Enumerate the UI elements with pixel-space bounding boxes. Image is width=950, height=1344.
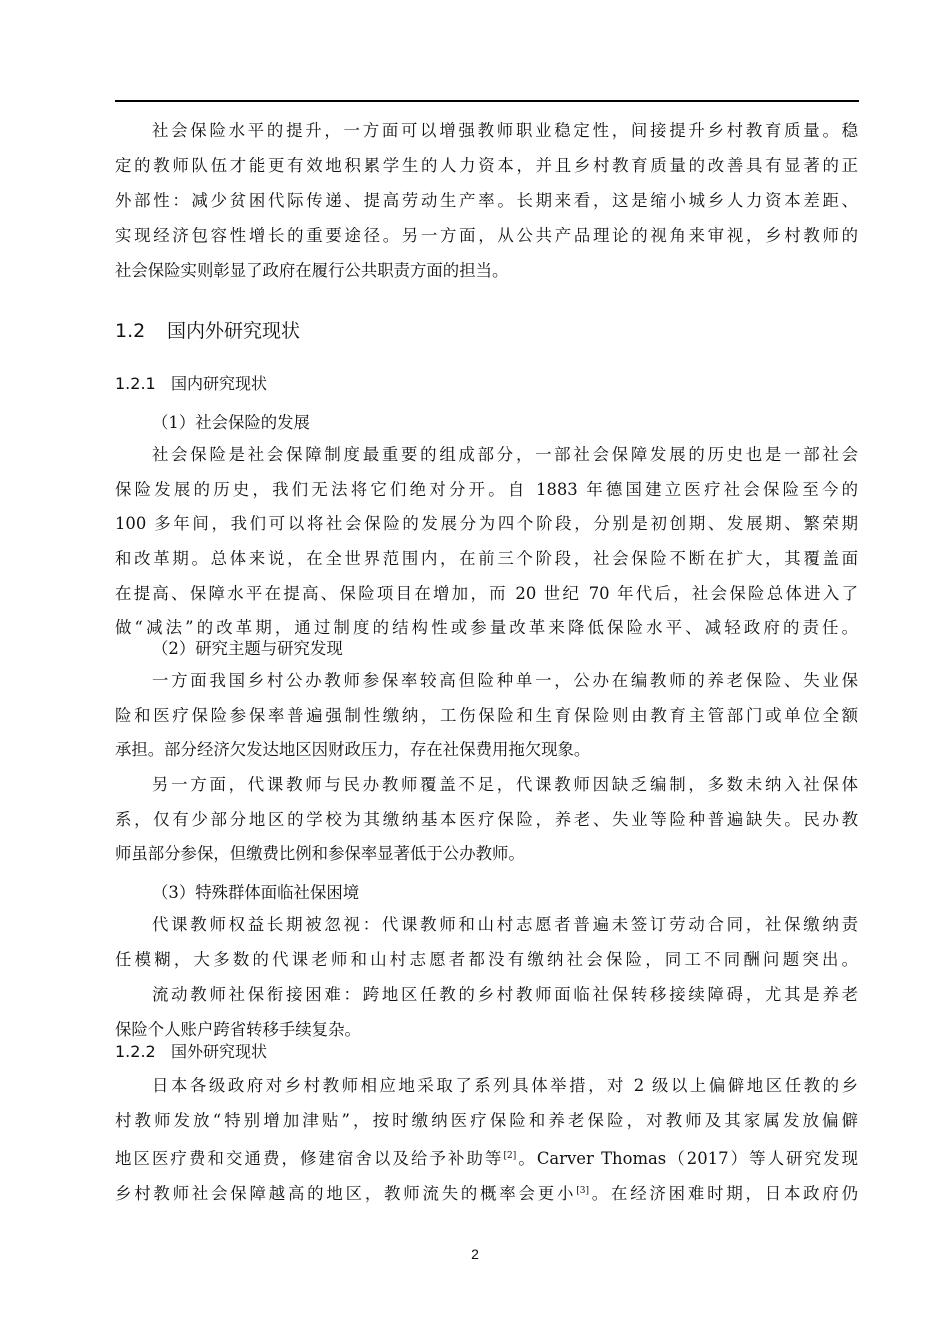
text-span: 。在经济困难时期，日本政府仍	[588, 1184, 859, 1203]
text-line: 和改革期。总体来说，在全世界范围内，在前三个阶段，社会保险不断在扩大，其覆盖面	[115, 549, 858, 568]
text-line: 保险个人账户跨省转移手续复杂。	[115, 1020, 361, 1039]
text-line: 系，仅有少部分地区的学校为其缴纳基本医疗保险，养老、失业等险种普遍缺失。民办教	[115, 810, 858, 829]
subheading: （2）研究主题与研究发现	[152, 639, 343, 658]
text-line: 师虽部分参保，但缴费比例和参保率显著低于公办教师。	[115, 844, 525, 863]
text-line: 定的教师队伍才能更有效地积累学生的人力资本，并且乡村教育质量的改善具有显著的正	[115, 156, 858, 175]
section-heading-1-2-2	[115, 1039, 267, 1062]
heading-number: 1.2.1	[115, 374, 156, 393]
text-line: 村教师发放“特别增加津贴”，按时缴纳医疗保险和养老保险，对教师及其家属发放偏僻	[115, 1111, 858, 1130]
section-heading-1-2-1	[115, 371, 267, 394]
citation-ref-2[interactable]: [2]	[503, 1151, 517, 1161]
text-line: 代课教师权益长期被忽视：代课教师和山村志愿者普遍未签订劳动合同，社保缴纳责	[152, 915, 858, 934]
text-line: 实现经济包容性增长的重要途径。另一方面，从公共产品理论的视角来审视，乡村教师的	[115, 226, 858, 245]
heading-number: 1.2.2	[115, 1042, 156, 1061]
subheading: （1）社会保险的发展	[152, 413, 310, 432]
text-line: 社会保险是社会保障制度最重要的组成部分，一部社会保障发展的历史也是一部社会	[152, 445, 858, 464]
header-rule	[115, 100, 859, 102]
text-line: 在提高、保障水平在提高、保险项目在增加，而 20 世纪 70 年代后，社会保险总体进入了	[115, 584, 858, 603]
text-line: 保险发展的历史，我们无法将它们绝对分开。自 1883 年德国建立医疗社会保险至今的	[115, 480, 858, 499]
text-line: 任模糊，大多数的代课老师和山村志愿者都没有缴纳社会保险，同工不同酬问题突出。	[115, 950, 858, 969]
text-span: 地区医疗费和交通费，修建宿舍以及给予补助等	[115, 1149, 504, 1168]
text-span: 。Carver Thomas（2017）等人研究发现	[516, 1149, 858, 1168]
section-heading-1-2	[115, 316, 300, 343]
page-number: 2	[471, 1246, 479, 1262]
citation-ref-3[interactable]: [3]	[576, 1186, 589, 1196]
text-line	[115, 1145, 858, 1170]
heading-title: 国内研究现状	[171, 374, 268, 393]
text-line: 险和医疗保险参保率普遍强制性缴纳，工伤保险和生育保险则由教育主管部门或单位全额	[115, 706, 858, 725]
text-line: 日本各级政府对乡村教师相应地采取了系列具体举措，对 2 级以上偏僻地区任教的乡	[152, 1076, 858, 1095]
text-line: 社会保险水平的提升，一方面可以增强教师职业稳定性，间接提升乡村教育质量。稳	[152, 121, 858, 140]
subheading: （3）特殊群体面临社保困境	[152, 883, 360, 902]
text-line: 社会保险实则彰显了政府在履行公共职责方面的担当。	[115, 261, 509, 280]
text-span: 乡村教师社会保障越高的地区，教师流失的概率会更小	[115, 1184, 577, 1203]
text-line: 做“减法”的改革期，通过制度的结构性或参量改革来降低保险水平、减轻政府的责任。	[115, 618, 858, 637]
text-line	[115, 1180, 858, 1205]
text-line: 100 多年间，我们可以将社会保险的发展分为四个阶段，分别是初创期、发展期、繁荣期	[115, 514, 858, 533]
text-line: 一方面我国乡村公办教师参保率较高但险种单一，公办在编教师的养老保险、失业保	[152, 671, 858, 690]
heading-title: 国外研究现状	[171, 1042, 268, 1061]
text-line: 外部性：减少贫困代际传递、提高劳动生产率。长期来看，这是缩小城乡人力资本差距、	[115, 191, 858, 210]
text-line: 另一方面，代课教师与民办教师覆盖不足，代课教师因缺乏编制，多数未纳入社保体	[152, 775, 858, 794]
heading-title: 国内外研究现状	[167, 320, 301, 342]
text-line: 承担。部分经济欠发达地区因财政压力，存在社保费用拖欠现象。	[115, 740, 591, 759]
heading-number: 1.2	[115, 320, 146, 342]
text-line: 流动教师社保衔接困难：跨地区任教的乡村教师面临社保转移接续障碍，尤其是养老	[152, 985, 858, 1004]
